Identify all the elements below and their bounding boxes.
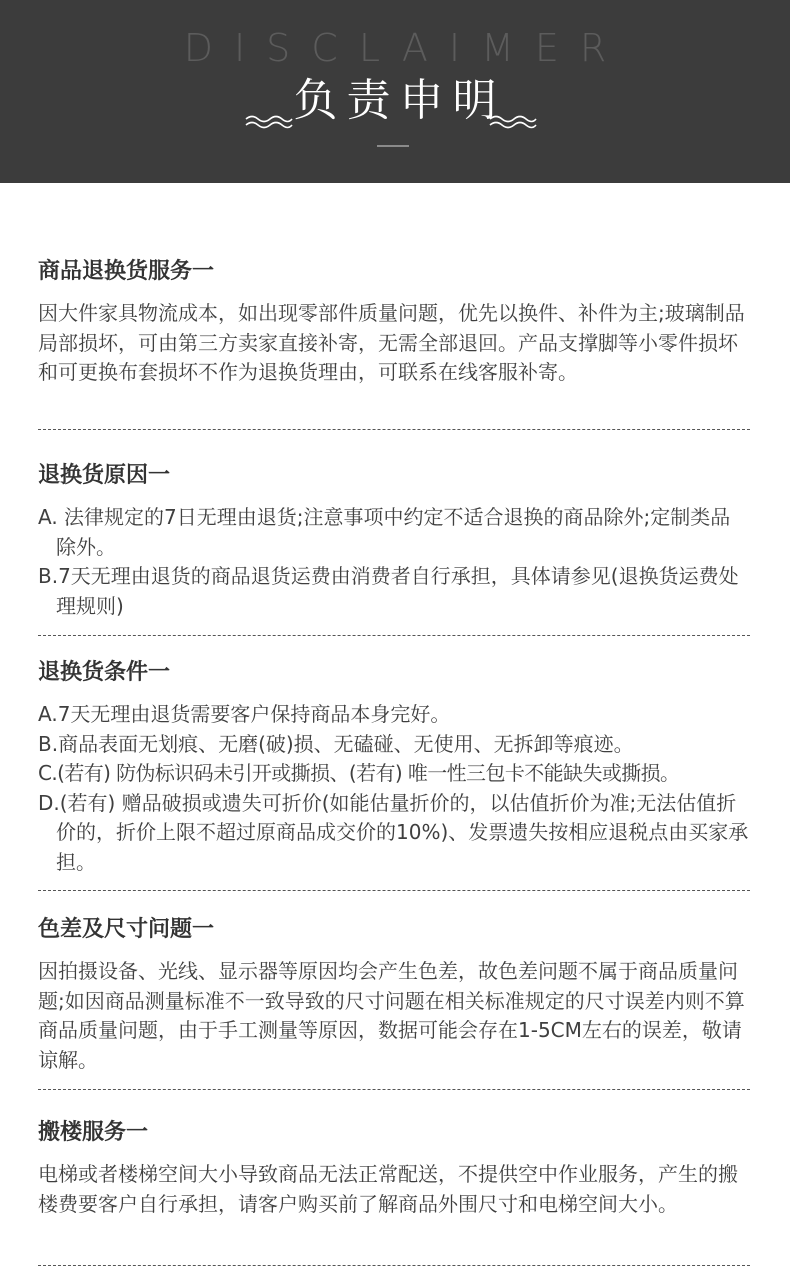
section-title: 商品退换货服务一 bbox=[38, 259, 215, 284]
section-paragraph: 电梯或者楼梯空间大小导致商品无法正常配送，不提供空中作业服务，产生的搬楼费要客户自行承担，请客户购买前了解商品外围尺寸和电梯空间大小。 bbox=[38, 1162, 738, 1216]
dashed-divider bbox=[38, 1089, 750, 1090]
dashed-divider bbox=[38, 429, 750, 430]
list-item: B.7天无理由退货的商品退货运费由消费者自行承担，具体请参见(退换货运费处理规则) bbox=[38, 564, 739, 618]
list-item: B.商品表面无划痕、无磨(破)损、无磕碰、无使用、无拆卸等痕迹。 bbox=[38, 731, 634, 756]
section-title: 色差及尺寸问题一 bbox=[38, 917, 215, 942]
section-color-size bbox=[38, 915, 750, 1075]
section-body bbox=[38, 957, 750, 1075]
section-return-conditions bbox=[38, 658, 750, 877]
dashed-divider bbox=[38, 890, 750, 891]
section-body bbox=[38, 1160, 750, 1219]
section-title: 退换货条件一 bbox=[38, 660, 171, 685]
section-body bbox=[38, 503, 750, 621]
section-paragraph: 因拍摄设备、光线、显示器等原因均会产生色差，故色差问题不属于商品质量问题;如因商品测量标准不一致导致的尺寸问题在相关标准规定的尺寸误差内则不算商品质量问题，由于手工测量等原因，数据可能会存在1-5CM左右的误差，敬请谅解。 bbox=[38, 959, 745, 1072]
section-title: 搬楼服务一 bbox=[38, 1120, 149, 1145]
section-body bbox=[38, 700, 750, 877]
section-stair-carry bbox=[38, 1118, 750, 1219]
dashed-divider bbox=[38, 635, 750, 636]
list-item: D.(若有) 赠品破损或遗失可折价(如能估量折价的，以估值折价为准;无法估值折价的，折价上限不超过原商品成交价的10%)、发票遗失按相应退税点由买家承担。 bbox=[38, 790, 749, 874]
wave-ornament-right-icon bbox=[488, 114, 538, 130]
section-title: 退换货原因一 bbox=[38, 463, 171, 488]
dashed-divider bbox=[38, 1265, 750, 1266]
section-body bbox=[38, 299, 750, 388]
banner-chinese-title: 负责申明 bbox=[293, 75, 506, 126]
list-item: C.(若有) 防伪标识码未引开或撕损、(若有) 唯一性三包卡不能缺失或撕损。 bbox=[38, 761, 680, 785]
list-item: A.7天无理由退货需要客户保持商品本身完好。 bbox=[38, 702, 451, 726]
banner-divider bbox=[377, 145, 409, 147]
disclaimer-banner bbox=[0, 0, 790, 183]
wave-ornament-left-icon bbox=[244, 114, 294, 130]
banner-english-title: DISCLAIMER bbox=[183, 26, 628, 70]
section-return-reasons bbox=[38, 461, 750, 621]
section-return-exchange-service bbox=[38, 257, 750, 388]
section-paragraph: 因大件家具物流成本，如出现零部件质量问题，优先以换件、补件为主;玻璃制品局部损坏，可由第三方卖家直接补寄，无需全部退回。产品支撑脚等小零件损坏和可更换布套损坏不作为退换货理由，可联系在线客服补寄。 bbox=[38, 301, 745, 384]
list-item: A. 法律规定的7日无理由退货;注意事项中约定不适合退换的商品除外;定制类品除外。 bbox=[38, 505, 731, 559]
